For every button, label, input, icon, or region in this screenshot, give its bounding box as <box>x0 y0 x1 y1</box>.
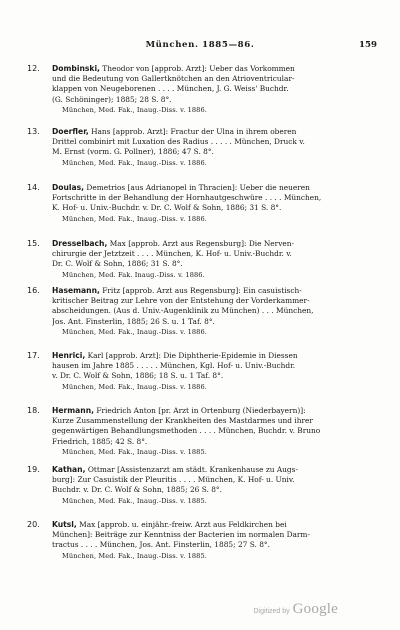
author-name: Dombinski, <box>52 64 100 73</box>
entry-number: 15. <box>27 239 40 248</box>
dissertation-note: München, Med. Fak., Inaug.-Diss. v. 1885. <box>62 496 207 505</box>
entry-line: hausen im Jahre 1885 . . . . . München, Kgl. Hof- u. Univ.-Buchdr. <box>52 361 296 371</box>
entry-line: Hermann, Friedrich Anton [pr. Arzt in Ortenburg (Niederbayern)]: <box>52 406 306 415</box>
entry-line: Dombinski, Theodor von [approb. Arzt]: Ueber das Vorkommen <box>52 64 295 73</box>
entry-line: Kutsl, Max [approb. u. einjähr.-freiw. Arzt aus Feldkirchen bei <box>52 520 287 529</box>
entry-line: (G. Schöninger); 1885; 28 S. 8°. <box>52 94 172 104</box>
author-name: Dresselbach, <box>52 239 108 248</box>
author-name: Hasemann, <box>52 286 100 295</box>
entry-line: Hasemann, Fritz [approb. Arzt aus Regensburg]: Ein casuistisch- <box>52 286 302 295</box>
entry-line: gegenwärtigen Behandlungsmethoden . . . . München, Buchdr. v. Bruno <box>52 426 321 436</box>
entry-body <box>52 127 378 168</box>
entry-body <box>52 64 378 115</box>
entry-number: 12. <box>27 64 40 73</box>
dissertation-note: München, Med. Fak. Inaug.-Diss. v. 1886. <box>62 270 205 279</box>
entry-line: tractus . . . . München, Jos. Ant. Finsterlin, 1885; 27 S. 8°. <box>52 540 270 550</box>
entry-line: Kathan, Ottmar [Assistenzarzt am städt. Krankenhause zu Augs- <box>52 465 298 474</box>
entry-body <box>52 286 378 337</box>
entry-line: München]: Beiträge zur Kenntniss der Bacterien im normalen Darm- <box>52 530 310 540</box>
dissertation-note: München, Med. Fak., Inaug.-Diss. v. 1885. <box>62 447 207 456</box>
entry-number: 18. <box>27 406 40 415</box>
entry-line: klappen von Neugeborenen . . . . München, J. G. Weiss' Buchdr. <box>52 84 289 94</box>
entry-line: v. Dr. C. Wolf & Sohn, 1886; 18 S. u. 1 Taf. 8°. <box>52 371 224 381</box>
entry-line: Doulas, Demetrios [aus Adrianopel in Thracien]: Ueber die neueren <box>52 183 310 192</box>
entry-body <box>52 239 378 280</box>
entry-line: Drittel combinirt mit Luxation des Radius . . . . . München, Druck v. <box>52 137 305 147</box>
entry-line: kritischer Beitrag zur Lehre von der Entstehung der Vorderkammer- <box>52 296 310 306</box>
entry-number: 14. <box>27 183 40 192</box>
entry-number: 19. <box>27 465 40 474</box>
author-name: Henrici, <box>52 351 86 360</box>
entry-body <box>52 351 378 392</box>
entry-line: Dresselbach, Max [approb. Arzt aus Regensburg]: Die Nerven- <box>52 239 295 248</box>
entry-line: Kurze Zusammenstellung der Krankheiten des Mastdarmes und ihrer <box>52 416 313 426</box>
entry-body <box>52 520 378 561</box>
entry-number: 16. <box>27 286 40 295</box>
dissertation-note: München, Med. Fak., Inaug.-Diss. v. 1885. <box>62 551 207 560</box>
author-name: Doulas, <box>52 183 85 192</box>
running-head <box>0 40 400 52</box>
page-title: München. 1885—86. <box>145 40 255 50</box>
entry-number: 13. <box>27 127 40 136</box>
entry-line: M. Ernst (vorm. G. Pollner), 1886; 47 S. 8°. <box>52 147 214 157</box>
digitized-by-google-watermark <box>253 601 338 621</box>
author-name: Doerfler, <box>52 127 89 136</box>
entry-number: 17. <box>27 351 40 360</box>
entry-line: Fortschritte in der Behandlung der Hornhautgeschwüre . . . . München, <box>52 193 322 203</box>
dissertation-note: München, Med. Fak., Inaug.-Diss. v. 1886. <box>62 105 207 114</box>
entry-line: K. Hof- u. Univ.-Buchdr. v. Dr. C. Wolf & Sohn, 1886; 31 S. 8°. <box>52 203 282 213</box>
google-logo: Google <box>292 601 338 617</box>
entry-number: 20. <box>27 520 40 529</box>
entry-line: Dr. C. Wolf & Sohn, 1886; 31 S. 8°. <box>52 259 183 269</box>
entry-line: burg]: Zur Casuistik der Pleuritis . . . . München, K. Hof- u. Univ. <box>52 475 295 485</box>
entry-body <box>52 406 378 457</box>
page-number: 159 <box>359 40 377 50</box>
entry-line: Henrici, Karl [approb. Arzt]: Die Diphtherie-Epidemie in Diessen <box>52 351 298 360</box>
author-name: Hermann, <box>52 406 94 415</box>
dissertation-note: München, Med. Fak., Inaug.-Diss. v. 1886. <box>62 327 207 336</box>
entry-line: Doerfler, Hans [approb. Arzt]: Fractur der Ulna in ihrem oberen <box>52 127 297 136</box>
author-name: Kutsl, <box>52 520 77 529</box>
entry-line: und die Bedeutung von Gallertknötchen an den Atrioventricular- <box>52 74 295 84</box>
entry-line: abscheidungen. (Aus d. Univ.-Augenklinik zu München) . . . München, <box>52 306 314 316</box>
dissertation-note: München, Med. Fak., Inaug.-Diss. v. 1886. <box>62 158 207 167</box>
entry-line: Jos. Ant. Finsterlin, 1885; 26 S. u. 1 Taf. 8°. <box>52 316 215 326</box>
entry-line: Friedrich, 1885; 42 S. 8°. <box>52 436 148 446</box>
dissertation-note: München, Med. Fak., Inaug.-Diss. v. 1886. <box>62 214 207 223</box>
entry-body <box>52 465 378 506</box>
author-name: Kathan, <box>52 465 86 474</box>
entry-line: chirurgie der Jetztzeit . . . . München, K. Hof- u. Univ.-Buchdr. v. <box>52 249 292 259</box>
entry-line: Buchdr. v. Dr. C. Wolf & Sohn, 1885; 26 S. 8°. <box>52 485 222 495</box>
watermark-prefix: Digitized by <box>253 608 290 615</box>
entry-body <box>52 183 378 224</box>
dissertation-note: München, Med. Fak., Inaug.-Diss. v. 1886. <box>62 382 207 391</box>
